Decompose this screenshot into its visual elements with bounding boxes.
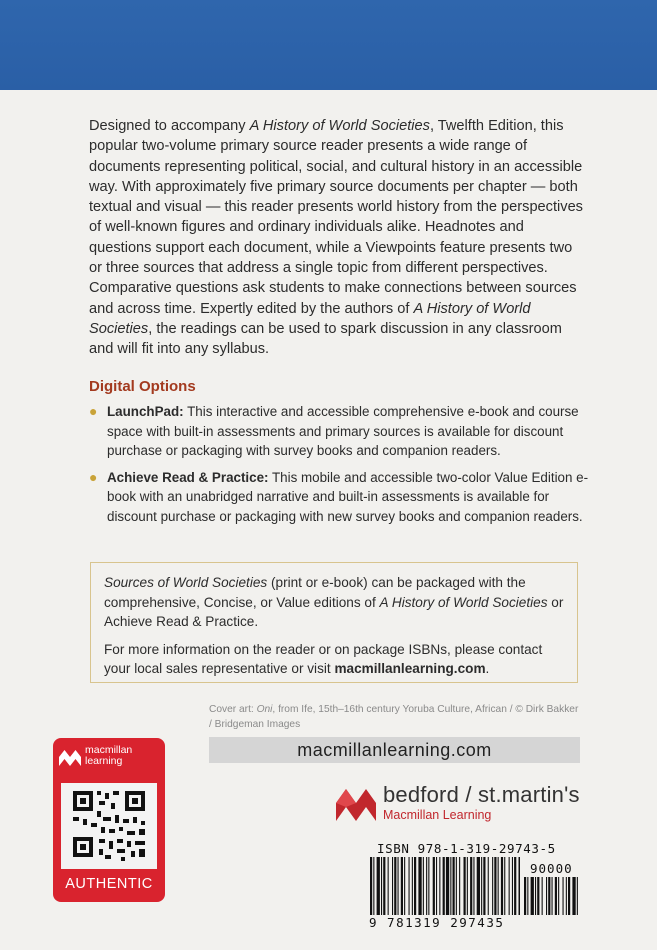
option-label: Achieve Read & Practice: (107, 469, 269, 485)
cover-art-credit: Cover art: Oni, from Ife, 15th–16th century Yoruba Culture, African / © Dirk Bakker / Bridgeman Images (209, 704, 579, 730)
package-text: Sources of World Societies (print or e-book) can be packaged with the comprehensive, Concise, or Value editions of A History of World Societies or Achieve Read & Practice. (104, 575, 564, 629)
book-title: A History of World Societies (249, 118, 430, 134)
macmillan-logo-icon (336, 785, 376, 821)
bullet-icon: ● (89, 468, 98, 485)
authentic-sticker (53, 738, 165, 902)
price-code: 90000 (530, 861, 573, 876)
digital-options-list (89, 402, 589, 533)
authentic-label: AUTHENTIC (65, 876, 153, 892)
option-text: This interactive and accessible comprehensive e-book and course space with built-in assessments and primary sources is available for discount purchase or packaging with survey books and companion readers. (107, 404, 579, 458)
barcode-digits: 9 781319 297435 (369, 915, 505, 930)
website-url-bar[interactable]: macmillanlearning.com (209, 737, 580, 763)
sticker-brand: macmillan learning (85, 744, 133, 767)
list-item (89, 402, 589, 461)
contact-link[interactable]: macmillanlearning.com (334, 661, 486, 676)
isbn-text: ISBN 978-1-319-29743-5 (377, 841, 556, 856)
qr-code-icon (61, 783, 157, 869)
contact-text: For more information on the reader or on package ISBNs, please contact your local sales representative or visit macmillanlearning.com. (104, 641, 543, 676)
option-label: LaunchPad: (107, 404, 184, 419)
book-title: A History of World Societies (89, 300, 531, 337)
package-info-box (90, 562, 578, 683)
bullet-icon: ● (89, 403, 98, 419)
top-color-band (0, 0, 657, 90)
publisher-subtitle: Macmillan Learning (383, 808, 492, 822)
option-text: This mobile and accessible two-color Value Edition e-book with an unabridged narrative and built-in assessments is available for discount purchase or packaging with new survey books and companion readers. (107, 469, 589, 524)
list-item (89, 468, 589, 527)
macmillan-logo-icon (59, 748, 81, 766)
description-paragraph: Designed to accompany A History of World Societies, Twelfth Edition, this popular two-volume primary source reader presents a wide range of documents representing political, social, and cultural history in an accessible way. With approximately five primary source documents per chapter — both textual and visual — this reader presents world history from the perspectives of well-known figures and ordinary individuals alike. Headnotes and questions support each document, while a Viewpoints feature presents two or three sources that address a single topic from different perspectives. Comparative questions ask students to make connections between sources and across time. Expertly edited by the authors of A History of World Societies, the readings can be used to spark discussion in any classroom and will fit into any syllabus. (89, 118, 583, 358)
barcode-addon-icon (524, 877, 578, 915)
publisher-name: bedford / st.martin's (383, 782, 580, 807)
digital-options-heading: Digital Options (89, 378, 196, 395)
barcode-icon (370, 857, 520, 915)
